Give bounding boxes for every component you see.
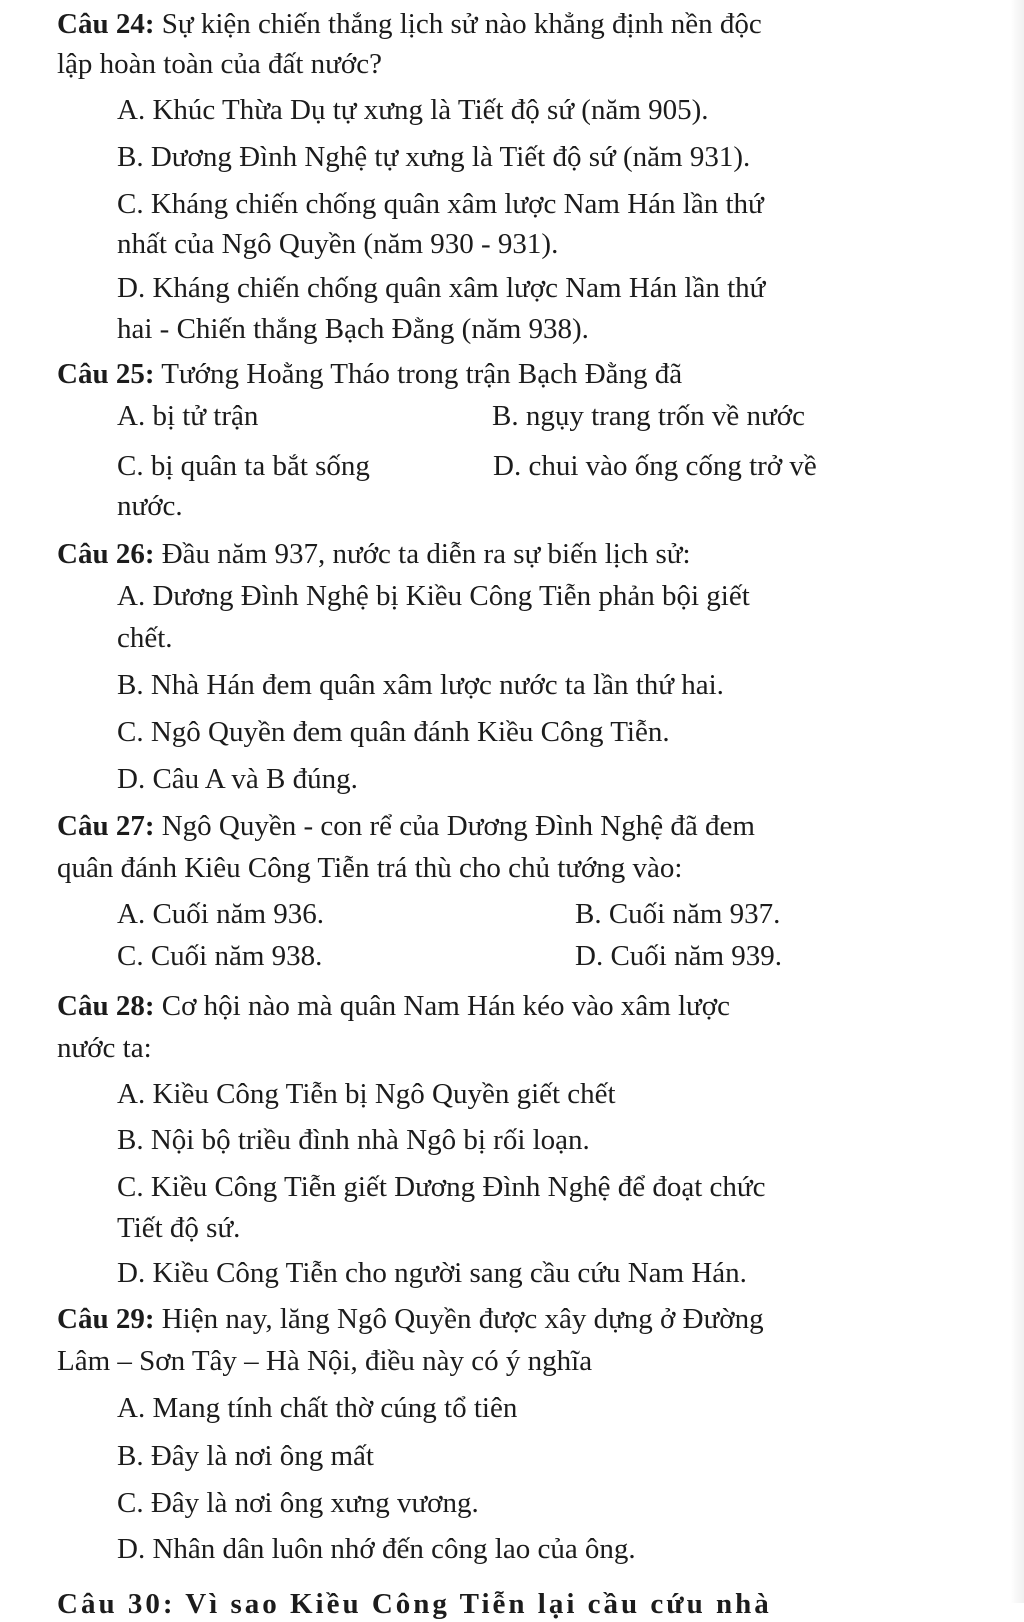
question-28-option-c-line-2: Tiết độ sứ. xyxy=(117,1212,241,1244)
question-25-option-a: A. bị tử trận xyxy=(117,400,259,432)
question-29-option-b: B. Đây là nơi ông mất xyxy=(117,1440,374,1472)
page-edge-shadow xyxy=(1010,0,1024,1603)
question-25-line-1 xyxy=(57,356,682,392)
question-28-option-d: D. Kiều Công Tiễn cho người sang cầu cứu Nam Hán. xyxy=(117,1257,747,1289)
question-25-option-d-line-2: nước. xyxy=(117,490,183,522)
question-25-text: Tướng Hoằng Tháo trong trận Bạch Đằng đã xyxy=(154,358,683,390)
question-26-option-c: C. Ngô Quyền đem quân đánh Kiều Công Tiễn. xyxy=(117,716,670,748)
question-26-option-a-line-2: chết. xyxy=(117,622,173,654)
question-27-line-2: quân đánh Kiêu Công Tiễn trá thù cho chủ tướng vào: xyxy=(57,852,683,884)
question-24-option-d-line-1: D. Kháng chiến chống quân xâm lược Nam Hán lần thứ xyxy=(117,272,766,304)
question-27-number: Câu 27: xyxy=(57,810,155,842)
question-30-cutoff-line: Câu 30: Vì sao Kiều Công Tiễn lại cầu cứu nhà xyxy=(57,1588,772,1620)
question-26-line-1 xyxy=(57,536,691,572)
question-25-number: Câu 25: xyxy=(57,358,155,390)
question-28-line-2: nước ta: xyxy=(57,1032,152,1064)
question-24-text: Sự kiện chiến thắng lịch sử nào khẳng định nền độc xyxy=(154,8,762,40)
question-24-option-d-line-2: hai - Chiến thắng Bạch Đằng (năm 938). xyxy=(117,313,589,345)
question-24-number: Câu 24: xyxy=(57,8,155,40)
question-24-option-b: B. Dương Đình Nghệ tự xưng là Tiết độ sứ (năm 931). xyxy=(117,141,751,173)
question-24-option-a: A. Khúc Thừa Dụ tự xưng là Tiết độ sứ (năm 905). xyxy=(117,94,709,126)
question-24-option-c-line-1: C. Kháng chiến chống quân xâm lược Nam Hán lần thứ xyxy=(117,188,764,220)
question-28-number: Câu 28: xyxy=(57,990,155,1022)
question-29-line-1 xyxy=(57,1301,764,1337)
question-25-option-b: B. ngụy trang trốn về nước xyxy=(492,400,805,432)
question-28-line-1 xyxy=(57,988,730,1024)
question-24-line-2: lập hoàn toàn của đất nước? xyxy=(57,48,382,80)
question-29-option-a: A. Mang tính chất thờ cúng tổ tiên xyxy=(117,1392,518,1424)
question-25-option-d-line-1: D. chui vào ống cống trở về xyxy=(493,450,817,482)
question-29-option-d: D. Nhân dân luôn nhớ đến công lao của ông. xyxy=(117,1533,636,1565)
question-26-text: Đầu năm 937, nước ta diễn ra sự biến lịch sử: xyxy=(154,538,691,570)
question-29-option-c: C. Đây là nơi ông xưng vương. xyxy=(117,1487,479,1519)
question-28-option-c-line-1: C. Kiều Công Tiễn giết Dương Đình Nghệ để đoạt chức xyxy=(117,1171,766,1203)
question-29-number: Câu 29: xyxy=(57,1303,155,1335)
question-24-line-1 xyxy=(57,6,762,42)
question-27-line-1 xyxy=(57,808,755,844)
question-29-line-2: Lâm – Sơn Tây – Hà Nội, điều này có ý nghĩa xyxy=(57,1345,593,1377)
question-27-option-a: A. Cuối năm 936. xyxy=(117,898,325,930)
question-27-option-d: D. Cuối năm 939. xyxy=(575,940,783,972)
question-26-option-b: B. Nhà Hán đem quân xâm lược nước ta lần thứ hai. xyxy=(117,669,724,701)
question-26-number: Câu 26: xyxy=(57,538,155,570)
question-27-text: Ngô Quyền - con rể của Dương Đình Nghệ đã đem xyxy=(154,810,755,842)
question-25-option-c: C. bị quân ta bắt sống xyxy=(117,450,370,482)
question-28-option-b: B. Nội bộ triều đình nhà Ngô bị rối loạn. xyxy=(117,1124,590,1156)
question-27-option-c: C. Cuối năm 938. xyxy=(117,940,323,972)
question-26-option-a-line-1: A. Dương Đình Nghệ bị Kiều Công Tiễn phản bội giết xyxy=(117,580,750,612)
question-24-option-c-line-2: nhất của Ngô Quyền (năm 930 - 931). xyxy=(117,228,559,260)
question-28-option-a: A. Kiều Công Tiễn bị Ngô Quyền giết chết xyxy=(117,1078,616,1110)
question-26-option-d: D. Câu A và B đúng. xyxy=(117,763,358,795)
question-29-text: Hiện nay, lăng Ngô Quyền được xây dựng ở Đường xyxy=(154,1303,764,1335)
question-27-option-b: B. Cuối năm 937. xyxy=(575,898,781,930)
question-28-text: Cơ hội nào mà quân Nam Hán kéo vào xâm lược xyxy=(154,990,730,1022)
